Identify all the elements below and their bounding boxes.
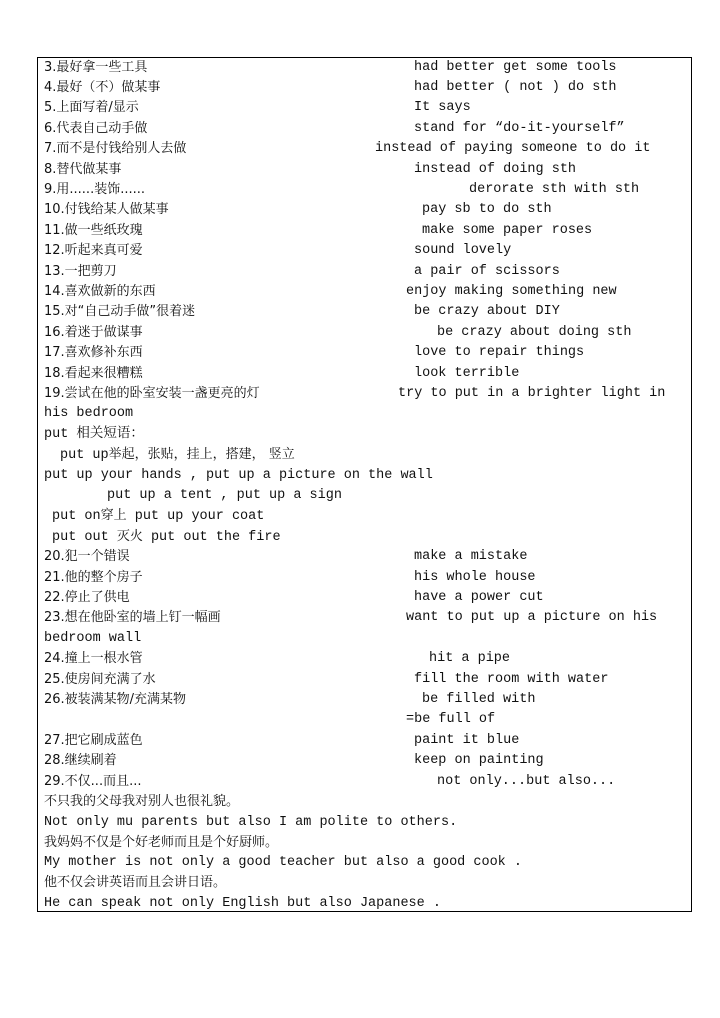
entry-english: make a mistake bbox=[414, 549, 528, 564]
entry-english-extra: =be full of bbox=[406, 712, 496, 727]
entry-chinese: 23.想在他卧室的墙上钉一幅画 bbox=[44, 610, 221, 625]
entry-chinese: 20.犯一个错误 bbox=[44, 549, 130, 564]
entry-chinese: 16.着迷于做谋事 bbox=[44, 325, 143, 340]
put-example: put up your hands , put up a picture on the wall bbox=[44, 468, 433, 483]
put-phrase-en: put out bbox=[52, 530, 117, 545]
example-english: He can speak not only English but also Japanese . bbox=[44, 896, 441, 911]
entry-chinese: 3.最好拿一些工具 bbox=[44, 60, 148, 75]
example-english: Not only mu parents but also I am polite to others. bbox=[44, 815, 458, 830]
entry-english: hit a pipe bbox=[429, 651, 511, 666]
entry-english: be crazy about doing sth bbox=[437, 325, 632, 340]
entry-chinese: 10.付钱给某人做某事 bbox=[44, 202, 169, 217]
entry-english: look terrible bbox=[414, 366, 520, 381]
put-example: put up a tent , put up a sign bbox=[107, 488, 342, 503]
entry-english: It says bbox=[414, 100, 471, 115]
entry-chinese: 19.尝试在他的卧室安装一盏更亮的灯 bbox=[44, 386, 260, 401]
entry-english: be crazy about DIY bbox=[414, 304, 560, 319]
entry-english: enjoy making something new bbox=[406, 284, 617, 299]
entry-chinese: 5.上面写着/显示 bbox=[44, 100, 139, 115]
put-phrase-cn: 举起，张贴，挂上，搭建， 竖立 bbox=[108, 447, 295, 462]
entry-english: want to put up a picture on his bbox=[406, 610, 658, 625]
entry-chinese: 24.撞上一根水管 bbox=[44, 651, 143, 666]
entry-chinese: 26.被装满某物/充满某物 bbox=[44, 692, 187, 707]
entry-chinese: 29.不仅...而且... bbox=[44, 774, 142, 789]
entry-english: pay sb to do sth bbox=[422, 202, 552, 217]
put-phrase-cn: 灭火 bbox=[116, 529, 143, 544]
entry-english: a pair of scissors bbox=[414, 264, 560, 279]
put-example: put out the fire bbox=[150, 530, 281, 545]
entry-chinese: 11.做一些纸玫瑰 bbox=[44, 223, 143, 238]
entry-chinese: 15.对“自己动手做”很着迷 bbox=[44, 304, 196, 319]
entry-chinese: 21.他的整个房子 bbox=[44, 570, 143, 585]
entry-english: derorate sth with sth bbox=[469, 182, 640, 197]
entry-chinese: 7.而不是付钱给别人去做 bbox=[44, 141, 187, 156]
entry-chinese: 13.一把剪刀 bbox=[44, 264, 117, 279]
entry-chinese: 17.喜欢修补东西 bbox=[44, 345, 143, 360]
entry-english: stand for “do-it-yourself” bbox=[414, 121, 625, 136]
entry-english: try to put in a brighter light in bbox=[398, 386, 666, 401]
put-example: put up your coat bbox=[134, 509, 265, 524]
entry-english: not only...but also... bbox=[437, 774, 616, 789]
entry-english: had better get some tools bbox=[414, 60, 617, 75]
entry-english: sound lovely bbox=[414, 243, 512, 258]
entry-english: had better ( not ) do sth bbox=[414, 80, 617, 95]
entry-chinese: 27.把它刷成蓝色 bbox=[44, 733, 143, 748]
entry-english: make some paper roses bbox=[422, 223, 593, 238]
entry-chinese: 6.代表自己动手做 bbox=[44, 121, 148, 136]
entry-english-continued: bedroom wall bbox=[44, 631, 142, 646]
entry-chinese: 25.使房间充满了水 bbox=[44, 672, 156, 687]
put-phrase-cn: 穿上 bbox=[100, 508, 127, 523]
entry-english: instead of doing sth bbox=[414, 162, 577, 177]
entry-english: keep on painting bbox=[414, 753, 544, 768]
entry-english: paint it blue bbox=[414, 733, 520, 748]
example-chinese: 不只我的父母我对别人也很礼貌。 bbox=[44, 794, 240, 809]
entry-english-continued: his bedroom bbox=[44, 406, 134, 421]
entry-english: have a power cut bbox=[414, 590, 544, 605]
entry-chinese: 28.继续刷着 bbox=[44, 753, 117, 768]
put-heading-text: put 相关短语： bbox=[44, 427, 144, 442]
put-phrase-en: put on bbox=[52, 509, 101, 524]
entry-chinese: 8.替代做某事 bbox=[44, 162, 122, 177]
entry-english: instead of paying someone to do it bbox=[375, 141, 651, 156]
entry-english: his whole house bbox=[414, 570, 536, 585]
entry-english: love to repair things bbox=[414, 345, 585, 360]
example-chinese: 他不仅会讲英语而且会讲日语。 bbox=[44, 875, 227, 890]
entry-chinese: 4.最好（不）做某事 bbox=[44, 80, 161, 95]
entry-english: fill the room with water bbox=[414, 672, 609, 687]
entry-chinese: 12.听起来真可爱 bbox=[44, 243, 143, 258]
entry-chinese: 9.用......装饰...... bbox=[44, 182, 145, 197]
example-english: My mother is not only a good teacher but also a good cook . bbox=[44, 855, 522, 870]
entry-chinese: 22.停止了供电 bbox=[44, 590, 130, 605]
vocabulary-sheet bbox=[37, 57, 692, 912]
entry-chinese: 14.喜欢做新的东西 bbox=[44, 284, 156, 299]
put-phrase-en: put up bbox=[60, 448, 109, 463]
entry-english: be filled with bbox=[422, 692, 536, 707]
entry-chinese: 18.看起来很糟糕 bbox=[44, 366, 143, 381]
example-chinese: 我妈妈不仅是个好老师而且是个好厨师。 bbox=[44, 835, 279, 850]
